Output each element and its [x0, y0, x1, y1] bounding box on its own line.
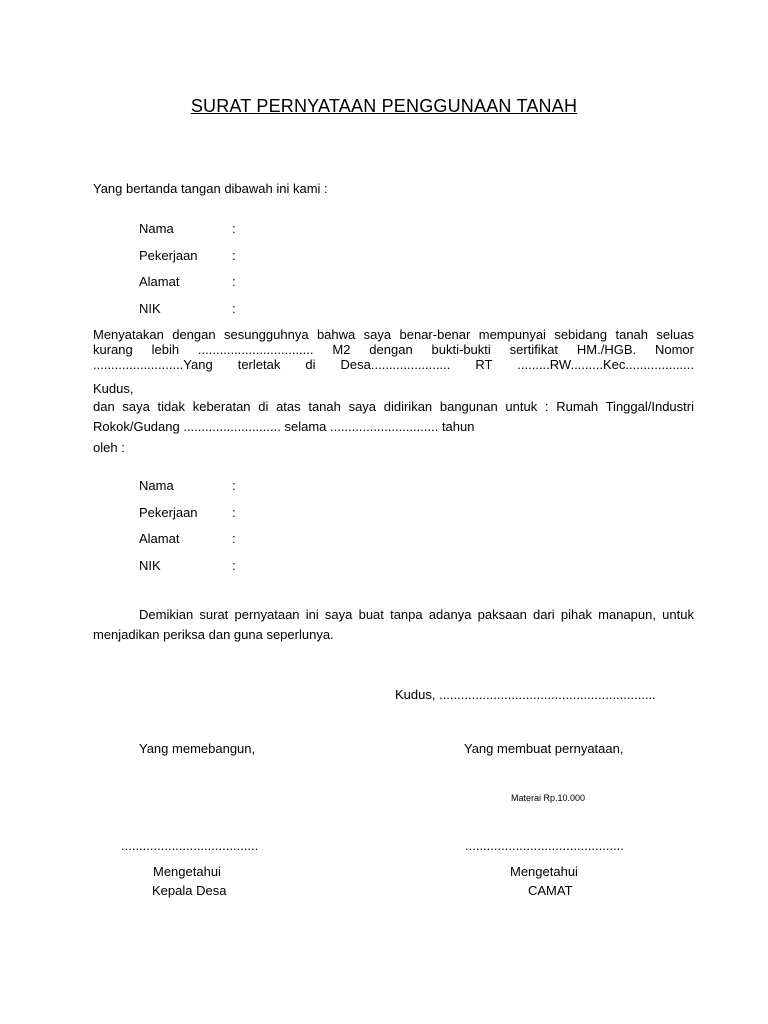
- village-acknowledge: Mengetahui: [153, 864, 221, 879]
- statement-oleh: oleh :: [93, 440, 125, 455]
- field-colon: :: [232, 505, 236, 520]
- field-label-pekerjaan: Pekerjaan: [139, 248, 198, 263]
- builder-signature-line: ......................................: [121, 838, 259, 853]
- declarant-signature-line: ............................................: [465, 838, 624, 853]
- field-label-nik: NIK: [139, 558, 161, 573]
- statement-usage-duration: Rokok/Gudang ........................... selama .............................. tahun: [93, 419, 475, 434]
- field-label-nik: NIK: [139, 301, 161, 316]
- field-label-alamat: Alamat: [139, 274, 180, 289]
- field-colon: :: [232, 558, 236, 573]
- field-colon: :: [232, 221, 236, 236]
- field-colon: :: [232, 274, 236, 289]
- field-colon: :: [232, 531, 236, 546]
- village-head-title: Kepala Desa: [152, 883, 227, 898]
- field-label-alamat: Alamat: [139, 531, 180, 546]
- place-date: Kudus, ............................................................: [395, 687, 656, 702]
- field-label-nama: Nama: [139, 478, 174, 493]
- field-label-nama: Nama: [139, 221, 174, 236]
- field-colon: :: [232, 301, 236, 316]
- field-colon: :: [232, 248, 236, 263]
- document-title: SURAT PERNYATAAN PENGGUNAAN TANAH: [190, 96, 578, 116]
- statement-no-objection: dan saya tidak keberatan di atas tanah saya didirikan bangunan untuk : Rumah Tinggal/Industri: [93, 399, 694, 414]
- field-label-pekerjaan: Pekerjaan: [139, 505, 198, 520]
- builder-role: Yang memebangun,: [139, 741, 256, 756]
- field-colon: :: [232, 478, 236, 493]
- camat-title: CAMAT: [528, 883, 573, 898]
- statement-paragraph: Menyatakan dengan sesungguhnya bahwa saya benar-benar mempunyai sebidang tanah seluas kurang lebih ................................ M2 dengan bukti-bukti sertifikat HM./HGB. Nomor .........................Yang terletak di Desa...................... RT .........RW.........Kec...................: [93, 327, 694, 372]
- closing-paragraph: Demikian surat pernyataan ini saya buat tanpa adanya paksaan dari pihak manapun, untuk menjadikan periksa dan guna seperlunya.: [93, 607, 694, 642]
- declarant-role: Yang membuat pernyataan,: [464, 741, 624, 756]
- intro-text: Yang bertanda tangan dibawah ini kami :: [93, 181, 328, 196]
- statement-kudus: Kudus,: [93, 381, 134, 396]
- camat-acknowledge: Mengetahui: [510, 864, 578, 879]
- stamp-duty-label: Materai Rp.10.000: [511, 793, 586, 803]
